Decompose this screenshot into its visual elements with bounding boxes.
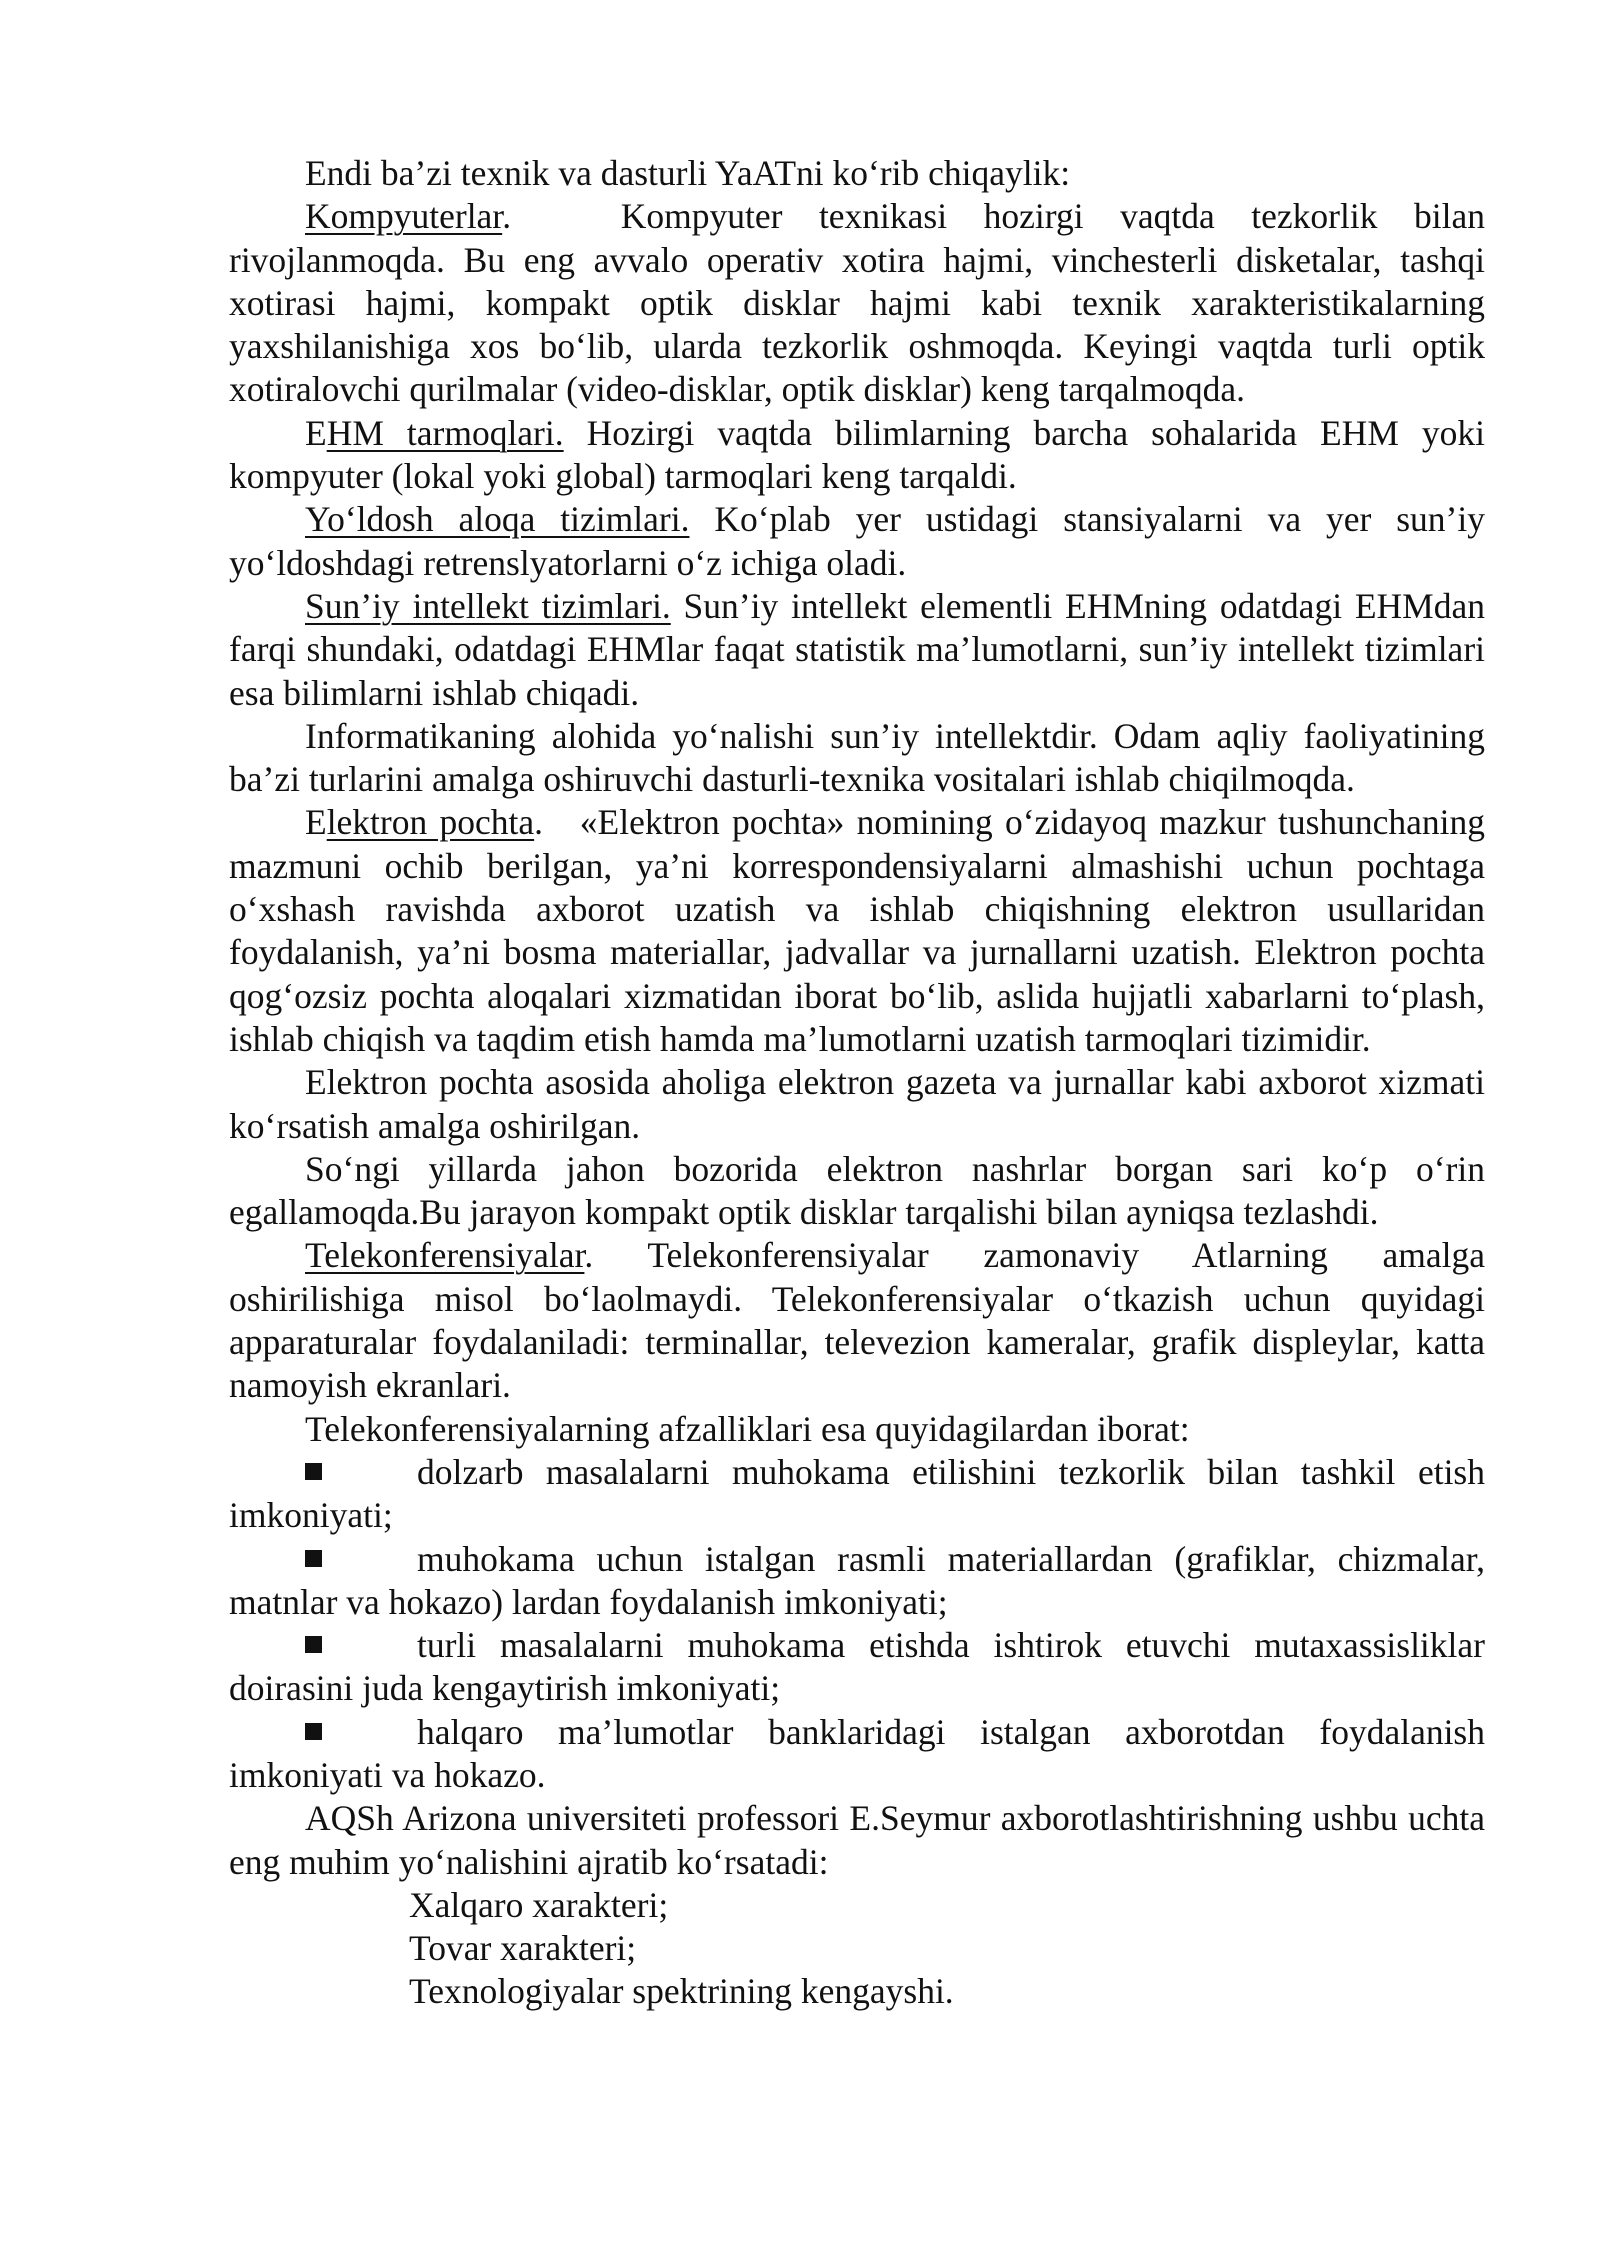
recent-years-paragraph: So‘ngi yillarda jahon bozorida elektron nashrlar borgan sari ko‘p o‘rin egallamoqda.Bu jarayon kompakt optik disklar tarqalishi bilan ayniqsa tezlashdi. bbox=[229, 1148, 1485, 1233]
section-ehm-networks bbox=[229, 412, 1485, 499]
intro-paragraph: Endi ba’zi texnik va dasturli YaATni ko‘rib chiqaylik: bbox=[305, 153, 1071, 193]
square-bullet-icon bbox=[305, 1723, 322, 1740]
direction-item: Texnologiyalar spektrining kengayshi. bbox=[409, 1971, 954, 2012]
seymur-paragraph: AQSh Arizona universiteti professori E.Seymur axborotlashtirishning ushbu uchta eng muhim yo‘nalishini ajratib ko‘rsatadi: bbox=[229, 1798, 1485, 1882]
direction-item: Tovar xarakteri; bbox=[409, 1928, 637, 1969]
list-item bbox=[229, 1538, 1485, 1625]
section-computers bbox=[229, 195, 1494, 411]
section-title-prefix: E bbox=[305, 802, 327, 843]
advantages-intro: Telekonferensiyalarning afzalliklari esa quyidagilardan iborat: bbox=[305, 1408, 1190, 1449]
section-email bbox=[229, 801, 1494, 1061]
section-title-prefix: E bbox=[305, 412, 327, 453]
section-title: lektron pochta bbox=[326, 802, 535, 843]
section-title-punct: . bbox=[584, 1235, 594, 1276]
list-item bbox=[229, 1624, 1485, 1711]
section-text: Sun’iy intellekt elementli EHMning odatdagi EHMdan farqi shundaki, odatdagi EHMlar faqat statistik ma’lumotlarni, sun’iy intellekt tizimlari esa bilimlarni ishlab chiqadi. bbox=[229, 585, 1485, 713]
section-text: Telekonferensiyalar zamonaviy Atlarning amalga oshirilishiga misol bo‘laolmaydi. Telekonferensiyalar o‘tkazish uchun quyidagi apparaturalar foydalaniladi: terminallar, televezion kameralar, grafik displeylar, katta namoyish ekranlari. bbox=[229, 1235, 1485, 1406]
list-item-text: turli masalalarni muhokama etishda ishtirok etuvchi mutaxassisliklar doirasini juda kengaytirish imkoniyati; bbox=[229, 1625, 1485, 1709]
section-title-punct: . bbox=[534, 802, 544, 843]
list-item-text: dolzarb masalalarni muhokama etilishini tezkorlik bilan tashkil etish imkoniyati; bbox=[229, 1451, 1485, 1536]
email-news-paragraph: Elektron pochta asosida aholiga elektron gazeta va jurnallar kabi axborot xizmati ko‘rsatish amalga oshirilgan. bbox=[229, 1062, 1485, 1146]
square-bullet-icon bbox=[305, 1463, 322, 1480]
section-text: Kompyuter texnikasi hozirgi vaqtda tezkorlik bilan rivojlanmoqda. Bu eng avvalo operativ xotira hajmi, vinchesterli disketalar, tashqi xotirasi hajmi, kompakt optik disklar hajmi kabi texnik xarakteristikalarning yaxshilanishiga xos bo‘lib, ularda tezkorlik oshmoqda. Keyingi vaqtda turli optik xotiralovchi qurilmalar (video-disklar, optik disklar) keng tarqalmoqda. bbox=[229, 196, 1494, 410]
list-item-text: muhokama uchun istalgan rasmli materiallardan (grafiklar, chizmalar, matnlar va hokazo) lardan foydalanish imkoniyati; bbox=[229, 1538, 1485, 1622]
section-title: Kompyuterlar bbox=[305, 196, 503, 237]
section-title: Yo‘ldosh aloqa tizimlari. bbox=[305, 499, 690, 540]
section-title: Telekonferensiyalar bbox=[305, 1235, 585, 1276]
section-text: Hozirgi vaqtda bilimlarning barcha sohalarida EHM yoki kompyuter (lokal yoki global) tarmoqlari keng tarqaldi. bbox=[229, 412, 1485, 497]
document-page bbox=[229, 152, 1494, 2014]
list-item-text: halqaro ma’lumotlar banklaridagi istalgan axborotdan foydalanish imkoniyati va hokazo. bbox=[229, 1711, 1485, 1795]
section-ai-systems bbox=[229, 585, 1485, 715]
section-text: Ko‘plab yer ustidagi stansiyalarni va yer sun’iy yo‘ldoshdagi retrenslyatorlarni o‘z ichiga oladi. bbox=[229, 499, 1485, 583]
direction-item: Xalqaro xarakteri; bbox=[409, 1884, 669, 1925]
section-title: HM tarmoqlari. bbox=[326, 412, 564, 453]
section-teleconference bbox=[229, 1234, 1485, 1407]
list-item bbox=[229, 1711, 1485, 1798]
section-title-punct: . bbox=[502, 196, 512, 237]
informatics-paragraph: Informatikaning alohida yo‘nalishi sun’iy intellektdir. Odam aqliy faoliyatining ba’zi turlarini amalga oshiruvchi dasturli-texnika vositalari ishlab chiqilmoqda. bbox=[229, 715, 1485, 800]
section-title: Sun’iy intellekt tizimlari. bbox=[305, 585, 671, 626]
section-text: «Elektron pochta» nomining o‘zidayoq mazkur tushunchaning mazmuni ochib berilgan, ya’ni korrespondensiyalarni almashishi uchun pochtaga o‘xshash ravishda axborot uzatish va ishlab chiqishning elektron usullaridan foydalanish, ya’ni bosma materiallar, jadvallar va jurnallarni uzatish. Elektron pochta qog‘ozsiz pochta aloqalari xizmatidan iborat bo‘lib, aslida hujjatli xabarlarni to‘plash, ishlab chiqish va taqdim etish hamda ma’lumotlarni uzatish tarmoqlari tizimidir. bbox=[229, 802, 1494, 1059]
square-bullet-icon bbox=[305, 1636, 322, 1653]
list-item bbox=[229, 1451, 1485, 1538]
square-bullet-icon bbox=[305, 1550, 322, 1567]
section-satellite bbox=[229, 498, 1485, 585]
